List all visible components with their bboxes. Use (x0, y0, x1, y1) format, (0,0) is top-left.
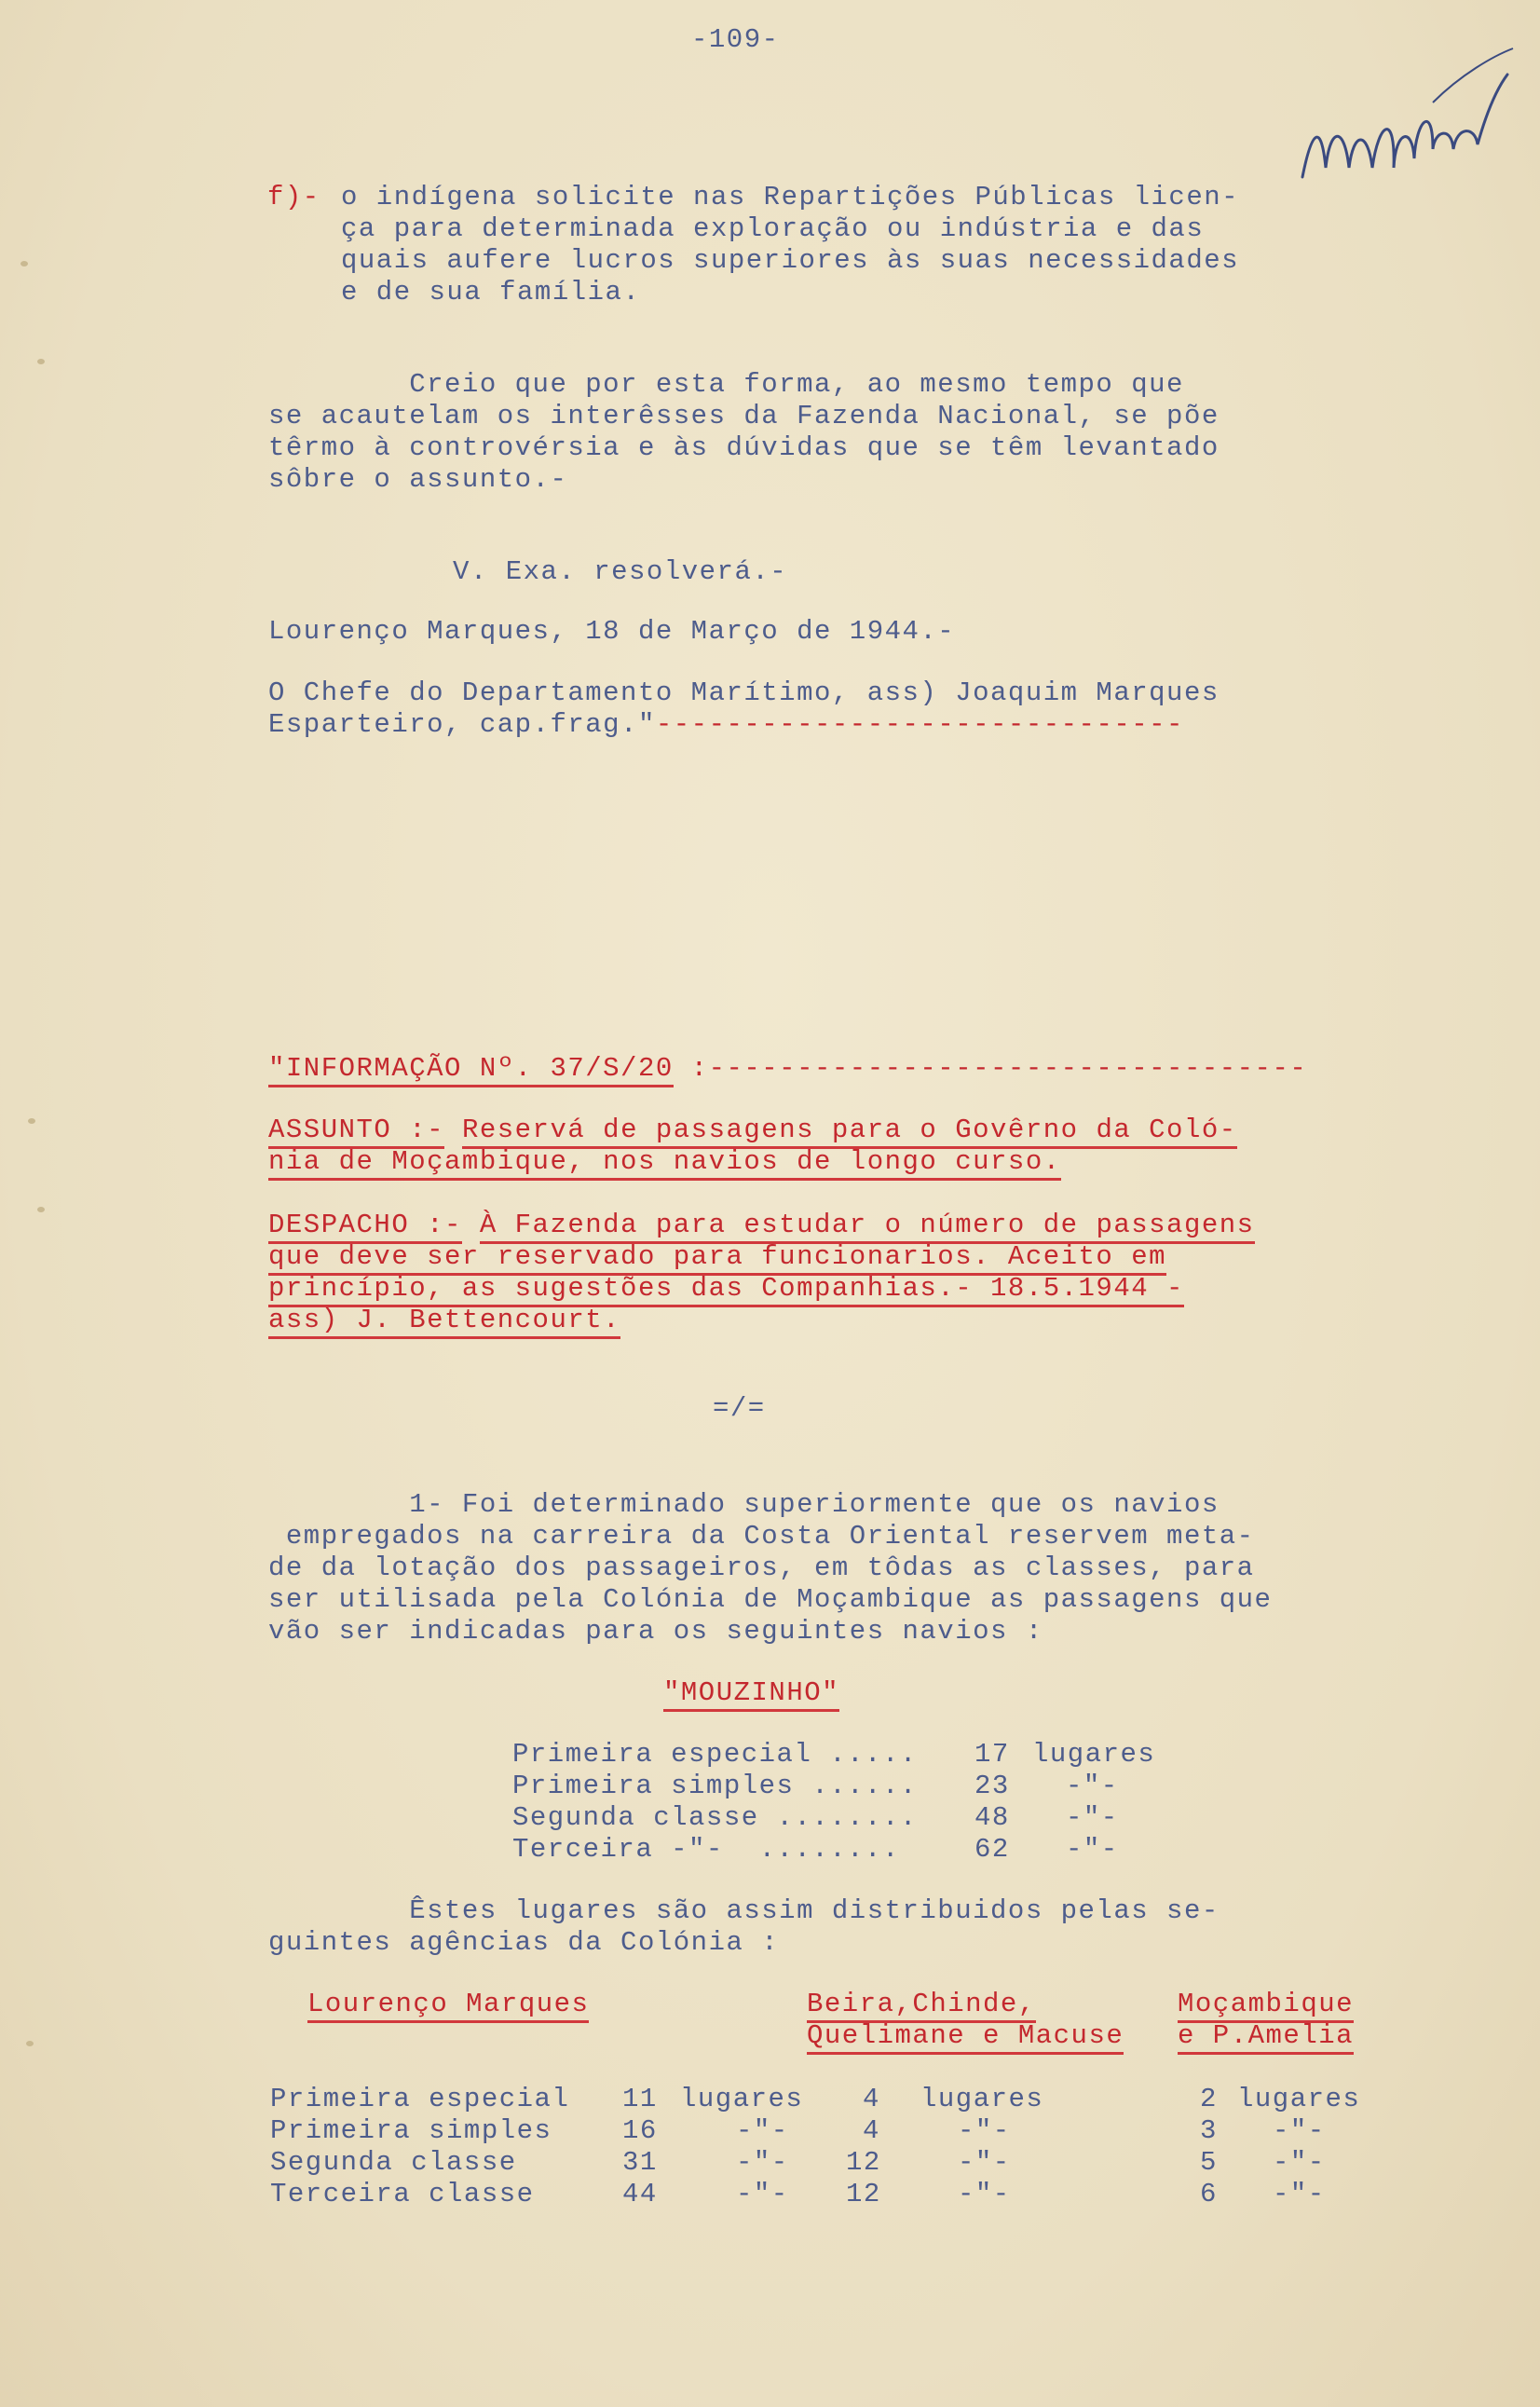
dist-row-label: Segunda classe (270, 2147, 517, 2178)
ship-row-label: Terceira -"- ........ (512, 1834, 900, 1865)
signer-dashes: ------------------------------ (655, 709, 1184, 740)
header-text: Beira,Chinde, (807, 1989, 1036, 2023)
despacho-label: DESPACHO :- (268, 1210, 462, 1244)
item-f-line: e de sua família. (341, 277, 641, 308)
despacho-line (268, 1305, 620, 1336)
assunto-line (268, 1146, 1061, 1178)
item-f-line: o indígena solicite nas Repartições Públicas licen- (341, 182, 1240, 212)
ship-row-value: 62 (974, 1834, 1010, 1865)
despacho-line (268, 1241, 1166, 1273)
dist-moc-unit: -"- (1273, 2147, 1326, 2178)
informacao-title (268, 1053, 1307, 1085)
ship-row-label: Primeira especial ..... (512, 1739, 918, 1770)
dist-row-label: Terceira classe (270, 2179, 535, 2209)
punch-mark (37, 359, 45, 364)
ship-row-unit: -"- (1066, 1771, 1119, 1801)
ship-row-unit: -"- (1066, 1802, 1119, 1833)
paragraph-line: de da lotação dos passageiros, em tôdas as classes, para (268, 1552, 1255, 1583)
dist-beira-value: 4 (863, 2115, 880, 2146)
ship-row-value: 17 (974, 1739, 1010, 1770)
header-text: e P.Amelia (1178, 2020, 1354, 2055)
paragraph-line: Êstes lugares são assim distribuidos pelas se- (268, 1895, 1220, 1926)
dist-moc-unit: -"- (1273, 2179, 1326, 2209)
dist-beira-value: 4 (863, 2084, 880, 2114)
informacao-title-tail: :---------------------------------- (673, 1053, 1308, 1084)
paragraph-line: vão ser indicadas para os seguintes navios : (268, 1616, 1043, 1647)
dist-lm-unit: -"- (736, 2147, 789, 2178)
dist-moc-value: 6 (1200, 2179, 1218, 2209)
punch-mark (28, 1118, 35, 1124)
ship-row-label: Segunda classe ........ (512, 1802, 918, 1833)
dist-beira-value: 12 (846, 2179, 881, 2209)
paragraph-line: sôbre o assunto.- (268, 464, 568, 495)
ship-row-value: 23 (974, 1771, 1010, 1801)
page-number: -109- (691, 24, 780, 55)
signer-line (268, 709, 1184, 741)
dist-moc-value: 2 (1200, 2084, 1218, 2114)
dist-moc-unit: lugares (1237, 2084, 1361, 2114)
despacho-text: ass) J. Bettencourt. (268, 1305, 620, 1339)
signer-name: Esparteiro, cap.frag." (268, 709, 656, 740)
dist-lm-value: 16 (622, 2115, 658, 2146)
header-lourenco-marques (307, 1989, 589, 2020)
dist-lm-value: 11 (622, 2084, 658, 2114)
paragraph-line: se acautelam os interêsses da Fazenda Nacional, se põe (268, 401, 1220, 431)
dist-beira-value: 12 (846, 2147, 881, 2178)
dist-lm-unit: lugares (680, 2084, 804, 2114)
item-f-line: quais aufere lucros superiores às suas necessidades (341, 245, 1240, 276)
paragraph-line: empregados na carreira da Costa Oriental reservem meta- (268, 1521, 1255, 1552)
paragraph-line: Creio que por esta forma, ao mesmo tempo que (268, 369, 1184, 400)
despacho-text: princípio, as sugestões das Companhias.- 18.5.1944 - (268, 1273, 1184, 1307)
assunto-line (268, 1115, 1237, 1146)
header-beira (807, 1989, 1036, 2020)
assunto-label: ASSUNTO :- (268, 1115, 444, 1149)
dist-lm-unit: -"- (736, 2179, 789, 2209)
dist-lm-unit: -"- (736, 2115, 789, 2146)
assunto-text: Reservá de passagens para o Govêrno da Coló- (462, 1115, 1237, 1149)
dist-beira-unit: -"- (958, 2179, 1011, 2209)
dist-beira-unit: -"- (958, 2115, 1011, 2146)
punch-mark (20, 261, 28, 267)
dist-moc-value: 3 (1200, 2115, 1218, 2146)
despacho-text: À Fazenda para estudar o número de passagens (480, 1210, 1255, 1244)
header-mocambique (1178, 2020, 1354, 2052)
despacho-line (268, 1210, 1255, 1241)
ship-name (663, 1677, 839, 1709)
ship-name-text: "MOUZINHO" (663, 1677, 839, 1712)
punch-mark (37, 1207, 45, 1212)
place-date: Lourenço Marques, 18 de Março de 1944.- (268, 616, 956, 647)
signature-icon (1293, 37, 1517, 214)
header-text: Lourenço Marques (307, 1989, 589, 2023)
paragraph-line: guintes agências da Colónia : (268, 1927, 780, 1958)
header-text: Quelimane e Macuse (807, 2020, 1124, 2055)
dist-moc-value: 5 (1200, 2147, 1218, 2178)
punch-mark (26, 2041, 34, 2046)
dist-beira-unit: lugares (920, 2084, 1044, 2114)
ship-row-value: 48 (974, 1802, 1010, 1833)
informacao-title-text: "INFORMAÇÃO Nº. 37/S/20 (268, 1053, 674, 1087)
paragraph-line: têrmo à controvérsia e às dúvidas que se têm levantado (268, 432, 1220, 463)
dist-beira-unit: -"- (958, 2147, 1011, 2178)
paragraph-line: 1- Foi determinado superiormente que os navios (268, 1489, 1220, 1520)
dist-lm-value: 44 (622, 2179, 658, 2209)
section-separator: =/= (713, 1393, 766, 1424)
signer-line: O Chefe do Departamento Marítimo, ass) Joaquim Marques (268, 677, 1220, 708)
header-mocambique (1178, 1989, 1354, 2020)
dist-row-label: Primeira especial (270, 2084, 570, 2114)
ship-row-unit: -"- (1066, 1834, 1119, 1865)
assunto-text: nia de Moçambique, nos navios de longo curso. (268, 1146, 1061, 1181)
resolve-line: V. Exa. resolverá.- (453, 556, 788, 587)
item-f-line: ça para determinada exploração ou indústria e das (341, 213, 1205, 244)
ship-row-label: Primeira simples ...... (512, 1771, 918, 1801)
header-beira (807, 2020, 1124, 2052)
dist-lm-value: 31 (622, 2147, 658, 2178)
paragraph-line: ser utilisada pela Colónia de Moçambique as passagens que (268, 1584, 1273, 1615)
item-f-marker: f)- (267, 182, 320, 212)
despacho-line (268, 1273, 1184, 1305)
despacho-text: que deve ser reservado para funcionarios. Aceito em (268, 1241, 1166, 1276)
dist-moc-unit: -"- (1273, 2115, 1326, 2146)
dist-row-label: Primeira simples (270, 2115, 552, 2146)
ship-row-unit: lugares (1032, 1739, 1156, 1770)
header-text: Moçambique (1178, 1989, 1354, 2023)
